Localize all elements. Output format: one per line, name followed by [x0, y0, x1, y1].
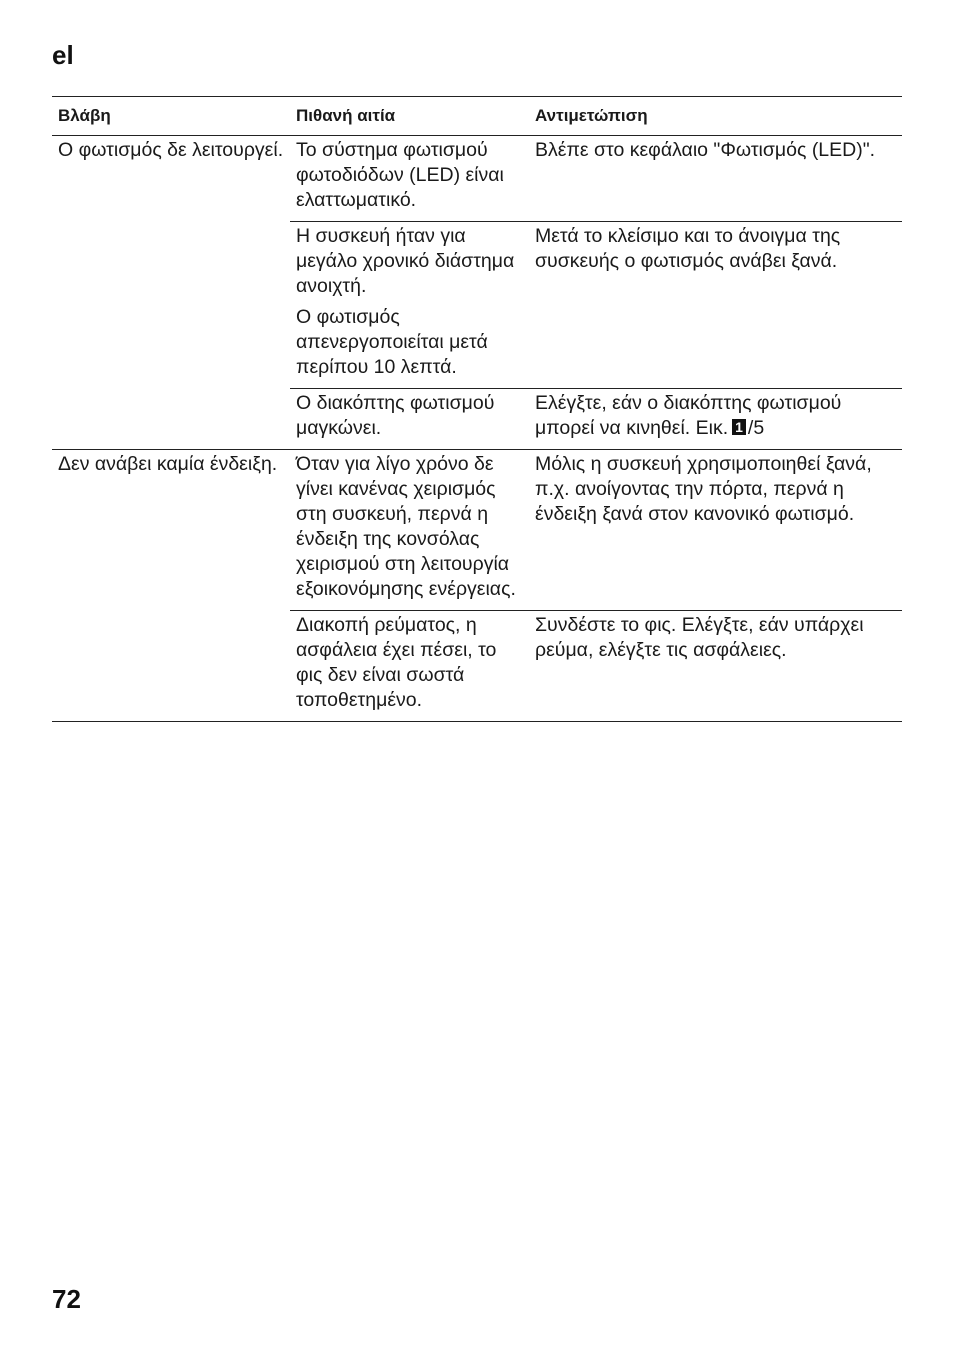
- remedy-cell: [529, 450, 902, 610]
- cause-text: Όταν για λίγο χρόνο δε γίνει κανένας χειρισμός στη συσκευή, περνά η ένδειξη της κονσόλας χειρισμού στη λειτουργία εξοικονόμησης ενέργειας.: [296, 453, 516, 600]
- cause-text: Η συσκευή ήταν για μεγάλο χρονικό διάστημα ανοιχτή.: [296, 225, 515, 297]
- table-row: [290, 450, 902, 611]
- remedy-cell: [529, 611, 902, 721]
- table-row: [290, 611, 902, 721]
- table-header-row: [52, 97, 902, 136]
- remedy-text: Ελέγξτε, εάν ο διακόπτης φωτισμού μπορεί να κινηθεί. Εικ.: [535, 392, 842, 439]
- cause-cell: [290, 136, 529, 221]
- cause-text: Το σύστημα φωτισμού φωτοδιόδων (LED) είναι ελαττωματικό.: [296, 139, 504, 211]
- fault-rows: [290, 136, 902, 449]
- column-header-cause: Πιθανή αιτία: [296, 106, 396, 125]
- fault-group: [52, 450, 902, 721]
- page-number: 72: [52, 1284, 81, 1314]
- fault-group: [52, 136, 902, 450]
- fault-cell: Ο φωτισμός δε λειτουργεί.: [58, 139, 284, 161]
- cause-text: Διακοπή ρεύματος, η ασφάλεια έχει πέσει, το φις δεν είναι σωστά τοποθετημένο.: [296, 614, 497, 711]
- fault-rows: [290, 450, 902, 721]
- cause-text: Ο διακόπτης φωτισμού μαγκώνει.: [296, 392, 495, 439]
- troubleshooting-table: [52, 96, 902, 722]
- remedy-text-with-ref: [535, 391, 896, 441]
- column-header-remedy: Αντιμετώπιση: [535, 106, 648, 125]
- language-code: el: [52, 40, 74, 70]
- figure-ref-suffix: /5: [747, 417, 765, 439]
- column-header-fault: Βλάβη: [58, 106, 111, 125]
- remedy-cell: [529, 136, 902, 221]
- cause-cell: [290, 611, 529, 721]
- remedy-cell: [529, 222, 902, 388]
- figure-ref-icon: 1: [732, 419, 746, 435]
- cause-cell: [290, 222, 529, 388]
- cause-cell: [290, 450, 529, 610]
- cause-cell: [290, 389, 529, 449]
- cause-text: Ο φωτισμός απενεργοποιείται μετά περίπου 10 λεπτά.: [296, 306, 488, 378]
- remedy-text: Μόλις η συσκευή χρησιμοποιηθεί ξανά, π.χ. ανοίγοντας την πόρτα, περνά η ένδειξη ξανά στον κανονικό φωτισμό.: [535, 453, 872, 525]
- table-row: [290, 389, 902, 449]
- table-row: [290, 136, 902, 222]
- fault-cell: Δεν ανάβει καμία ένδειξη.: [58, 453, 278, 475]
- remedy-text: Βλέπε στο κεφάλαιο "Φωτισμός (LED)".: [535, 139, 876, 161]
- table-row: [290, 222, 902, 389]
- remedy-text: Μετά το κλείσιμο και το άνοιγμα της συσκευής ο φωτισμός ανάβει ξανά.: [535, 225, 841, 272]
- remedy-text: Συνδέστε το φις. Ελέγξτε, εάν υπάρχει ρεύμα, ελέγξτε τις ασφάλειες.: [535, 614, 864, 661]
- remedy-cell: [529, 389, 902, 449]
